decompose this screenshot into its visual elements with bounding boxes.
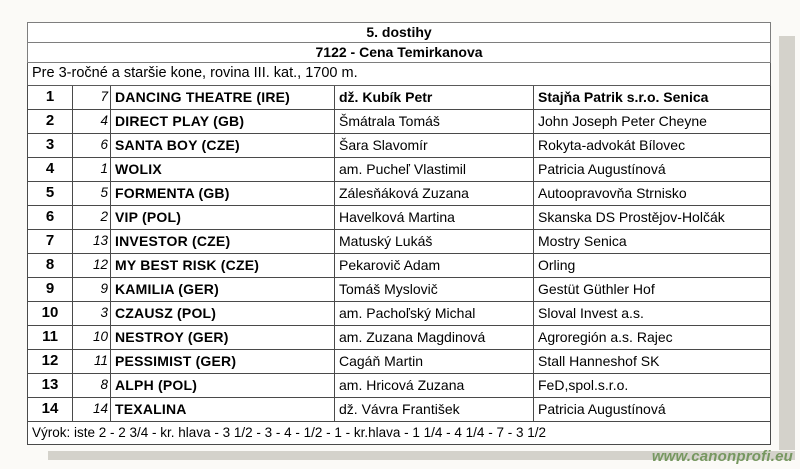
result-row [28,254,771,278]
start-number-cell: 6 [73,134,111,158]
owner-cell: Autoopravovňa Strnisko [534,182,771,206]
jockey-cell: Havelková Martina [335,206,534,230]
horse-name-cell: MY BEST RISK (CZE) [111,254,335,278]
start-number-cell: 14 [73,398,111,422]
jockey-cell: Tomáš Myslovič [335,278,534,302]
verdict-text: Výrok: iste 2 - 2 3/4 - kr. hlava - 3 1/2 - 3 - 4 - 1/2 - 1 - kr.hlava - 1 1/4 - 4 1/4 - 7 - 3 1/2 [28,422,771,445]
place-cell: 10 [28,302,73,326]
owner-cell: Agroregión a.s. Rajec [534,326,771,350]
owner-cell: Skanska DS Prostějov-Holčák [534,206,771,230]
place-cell: 1 [28,86,73,110]
start-number-cell: 10 [73,326,111,350]
start-number-cell: 1 [73,158,111,182]
result-row [28,158,771,182]
owner-cell: Mostry Senica [534,230,771,254]
jockey-cell: am. Pachoľský Michal [335,302,534,326]
result-row [28,278,771,302]
place-cell: 12 [28,350,73,374]
place-cell: 8 [28,254,73,278]
horse-name-cell: KAMILIA (GER) [111,278,335,302]
watermark-text: www.canonprofi.eu [651,448,793,465]
result-row [28,206,771,230]
start-number-cell: 9 [73,278,111,302]
result-row [28,86,771,110]
horse-name-cell: ALPH (POL) [111,374,335,398]
race-conditions-text: Pre 3-ročné a staršie kone, rovina III. kat., 1700 m. [28,63,771,86]
horse-name-cell: TEXALINA [111,398,335,422]
start-number-cell: 3 [73,302,111,326]
horse-name-cell: INVESTOR (CZE) [111,230,335,254]
place-cell: 6 [28,206,73,230]
jockey-cell: Pekarovič Adam [335,254,534,278]
jockey-cell: Šara Slavomír [335,134,534,158]
horse-name-cell: DANCING THEATRE (IRE) [111,86,335,110]
race-results-table [27,22,771,445]
race-number-title: 5. dostihy [28,23,771,43]
result-row [28,302,771,326]
horse-name-cell: CZAUSZ (POL) [111,302,335,326]
jockey-cell: Cagáň Martin [335,350,534,374]
horse-name-cell: VIP (POL) [111,206,335,230]
owner-cell: Gestüt Güthler Hof [534,278,771,302]
owner-cell: Rokyta-advokát Bílovec [534,134,771,158]
result-row [28,134,771,158]
race-number-row [28,23,771,43]
result-row [28,398,771,422]
place-cell: 9 [28,278,73,302]
result-row [28,110,771,134]
horse-name-cell: NESTROY (GER) [111,326,335,350]
jockey-cell: am. Hricová Zuzana [335,374,534,398]
owner-cell: Stall Hanneshof SK [534,350,771,374]
jockey-cell: Matuský Lukáš [335,230,534,254]
result-row [28,182,771,206]
place-cell: 11 [28,326,73,350]
start-number-cell: 5 [73,182,111,206]
start-number-cell: 2 [73,206,111,230]
jockey-cell: Šmátrala Tomáš [335,110,534,134]
result-row [28,374,771,398]
place-cell: 2 [28,110,73,134]
start-number-cell: 11 [73,350,111,374]
horse-name-cell: PESSIMIST (GER) [111,350,335,374]
start-number-cell: 4 [73,110,111,134]
jockey-cell: Zálesňáková Zuzana [335,182,534,206]
owner-cell: Orling [534,254,771,278]
results-body [28,86,771,422]
owner-cell: FeD,spol.s.r.o. [534,374,771,398]
place-cell: 4 [28,158,73,182]
horse-name-cell: DIRECT PLAY (GB) [111,110,335,134]
start-number-cell: 13 [73,230,111,254]
jockey-cell: dž. Kubík Petr [335,86,534,110]
jockey-cell: dž. Vávra František [335,398,534,422]
place-cell: 5 [28,182,73,206]
place-cell: 3 [28,134,73,158]
start-number-cell: 7 [73,86,111,110]
start-number-cell: 12 [73,254,111,278]
start-number-cell: 8 [73,374,111,398]
horse-name-cell: WOLIX [111,158,335,182]
result-row [28,326,771,350]
table-drop-shadow-right [779,36,795,450]
race-name-row [28,43,771,63]
horse-name-cell: SANTA BOY (CZE) [111,134,335,158]
result-row [28,350,771,374]
jockey-cell: am. Zuzana Magdinová [335,326,534,350]
place-cell: 13 [28,374,73,398]
result-row [28,230,771,254]
verdict-row [28,422,771,445]
jockey-cell: am. Pucheľ Vlastimil [335,158,534,182]
horse-name-cell: FORMENTA (GB) [111,182,335,206]
owner-cell: Patricia Augustínová [534,398,771,422]
owner-cell: Stajňa Patrik s.r.o. Senica [534,86,771,110]
race-conditions-row [28,63,771,86]
place-cell: 7 [28,230,73,254]
owner-cell: Sloval Invest a.s. [534,302,771,326]
place-cell: 14 [28,398,73,422]
race-name-title: 7122 - Cena Temirkanova [28,43,771,63]
owner-cell: Patricia Augustínová [534,158,771,182]
owner-cell: John Joseph Peter Cheyne [534,110,771,134]
